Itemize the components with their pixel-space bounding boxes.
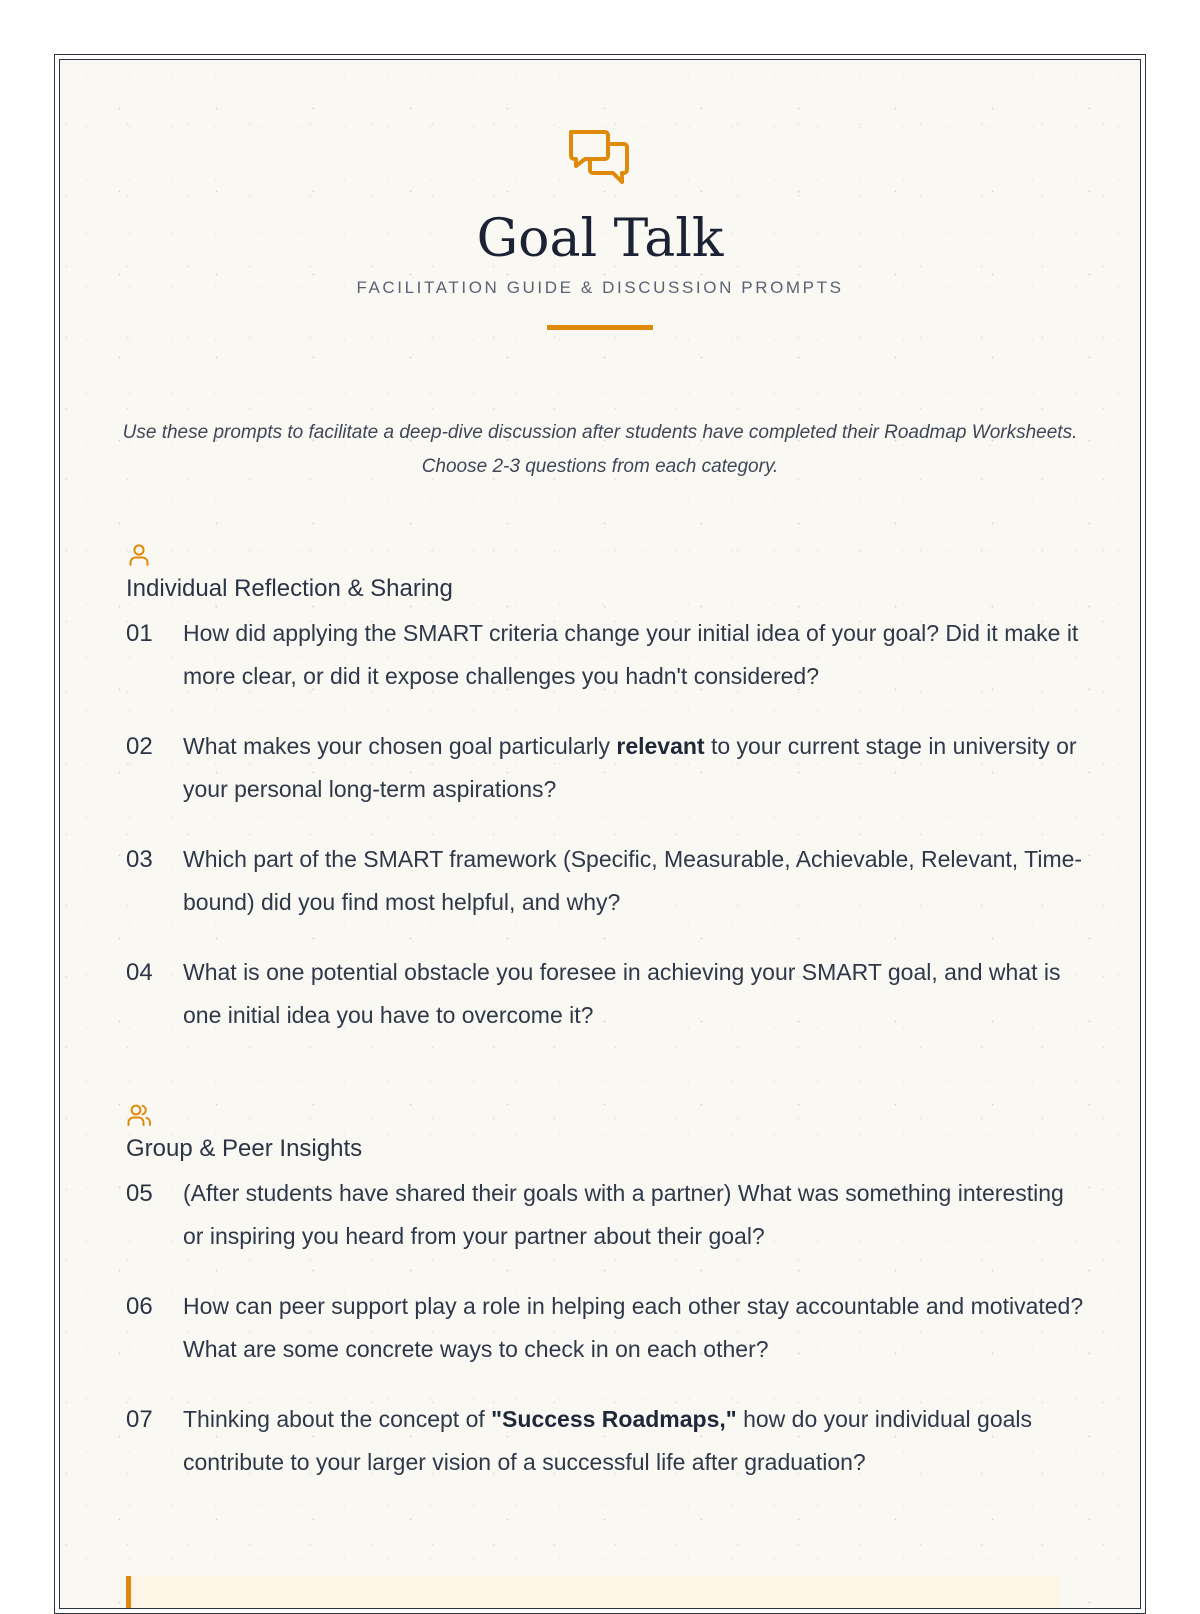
- question-list: [126, 1172, 1086, 1484]
- question-number: 04: [126, 959, 153, 986]
- user-icon: [126, 542, 152, 568]
- question-text: How did applying the SMART criteria change your initial idea of your goal? Did it make it more clear, or did it expose challenges you hadn't considered?: [183, 620, 1079, 689]
- emphasis-text: relevant: [616, 733, 705, 759]
- question-list: [126, 612, 1086, 1037]
- question-item: [126, 838, 1086, 924]
- question-number: 01: [126, 620, 153, 647]
- users-icon: [126, 1102, 152, 1128]
- question-item: [126, 1285, 1086, 1371]
- question-number: 02: [126, 733, 153, 760]
- question-text: (After students have shared their goals with a partner) What was something interesting or inspiring you heard from your partner about their goal?: [183, 1180, 1064, 1249]
- question-item: [126, 951, 1086, 1037]
- question-text: How can peer support play a role in helping each other stay accountable and motivated? What are some concrete ways to check in on each other?: [183, 1293, 1084, 1362]
- header: [60, 126, 1140, 330]
- question-number: 03: [126, 846, 153, 873]
- question-text: Thinking about the concept of "Success Roadmaps," how do your individual goals contribute to your larger vision of a successful life after graduation?: [183, 1406, 1033, 1475]
- question-number: 05: [126, 1180, 153, 1207]
- intro-text: Use these prompts to facilitate a deep-dive discussion after students have completed their Roadmap Worksheets. Choose 2-3 questions from each category.: [122, 422, 1078, 477]
- title-underline: [547, 325, 653, 330]
- question-item: [126, 1398, 1086, 1484]
- document-page: [59, 59, 1141, 1609]
- page-title: Goal Talk: [476, 209, 724, 269]
- question-text: Which part of the SMART framework (Specific, Measurable, Achievable, Relevant, Time-bound) did you find most helpful, and why?: [183, 846, 1083, 915]
- section-title: Group & Peer Insights: [126, 1135, 363, 1162]
- page-subtitle: FACILITATION GUIDE & DISCUSSION PROMPTS: [356, 278, 844, 297]
- question-item: [126, 725, 1086, 811]
- question-text: What is one potential obstacle you foresee in achieving your SMART goal, and what is one initial idea you have to overcome it?: [183, 959, 1061, 1028]
- section-group-insights: [126, 1102, 1086, 1511]
- question-number: 06: [126, 1293, 153, 1320]
- chat-bubbles-icon: [567, 126, 633, 192]
- question-item: [126, 1172, 1086, 1258]
- callout-box: [126, 1576, 1061, 1609]
- emphasis-text: "Success Roadmaps,": [491, 1406, 737, 1432]
- page-outer-border: [54, 54, 1146, 1614]
- question-item: [126, 612, 1086, 698]
- question-number: 07: [126, 1406, 153, 1433]
- question-text: What makes your chosen goal particularly relevant to your current stage in university or your personal long-term aspirations?: [183, 733, 1077, 802]
- section-individual-reflection: [126, 542, 1086, 1064]
- section-title: Individual Reflection & Sharing: [126, 575, 453, 602]
